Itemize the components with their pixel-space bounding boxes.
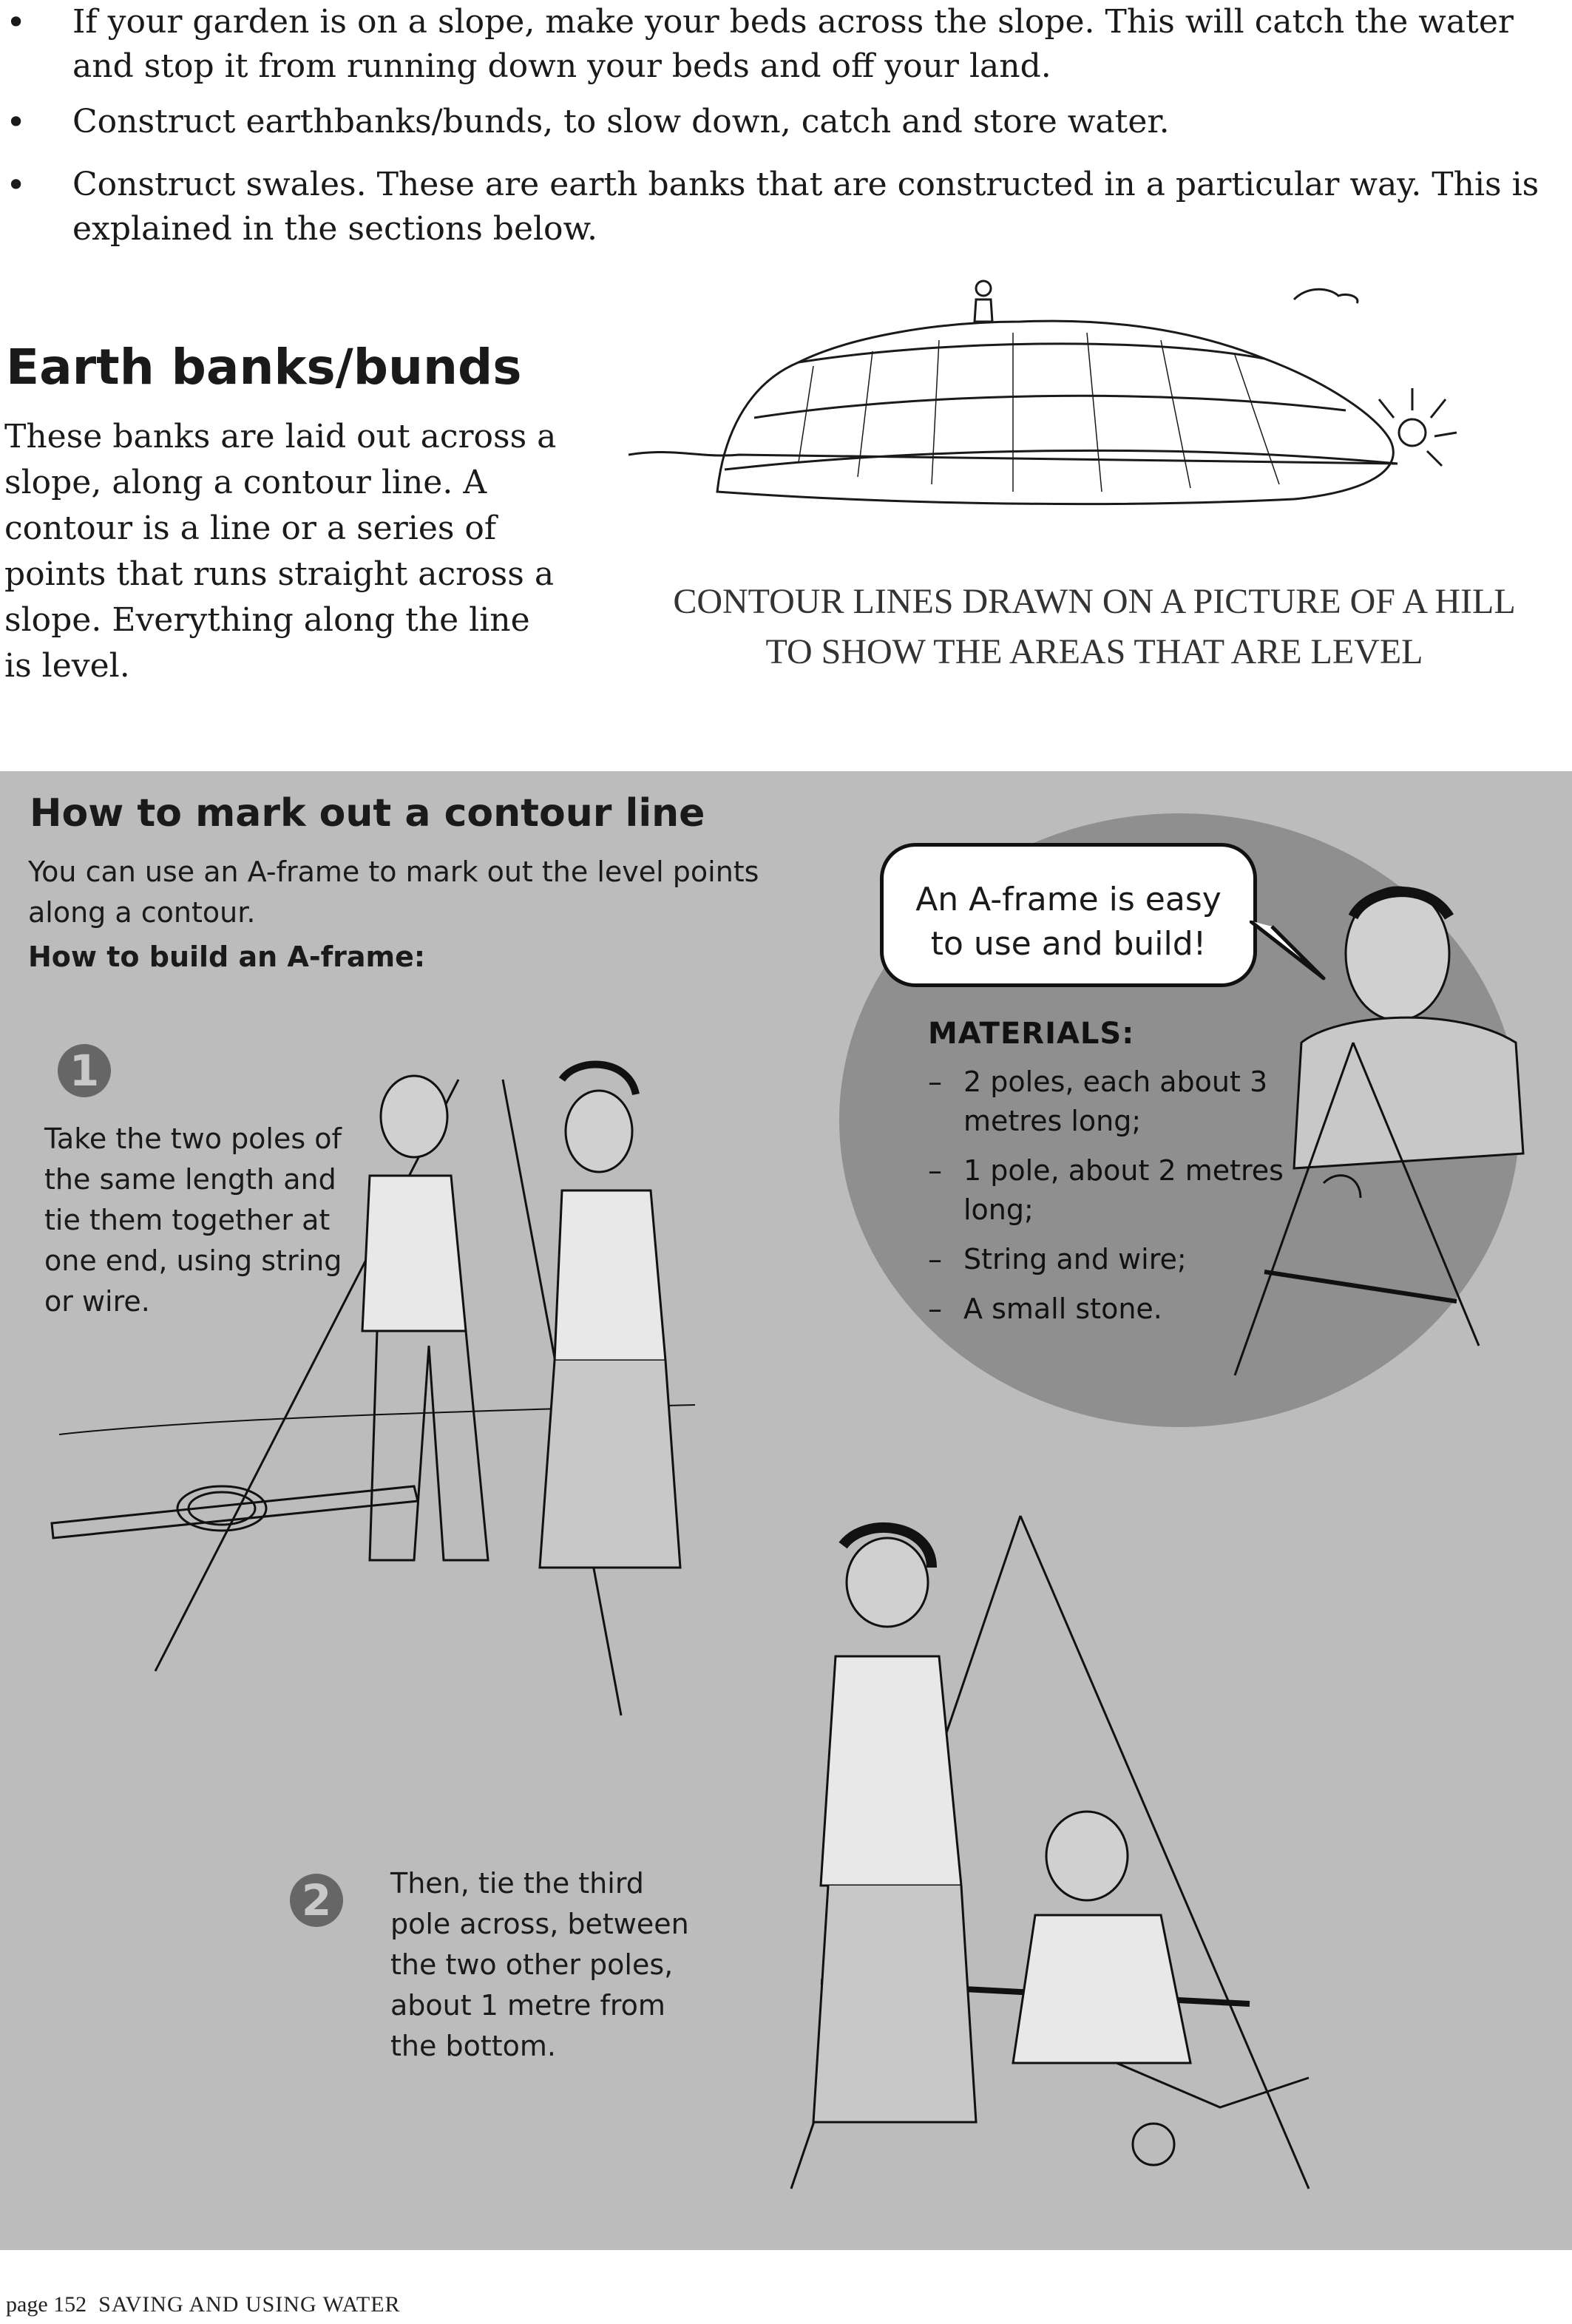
materials-list (928, 1063, 1312, 1329)
contour-intro: You can use an A-frame to mark out the level points along a contour. (28, 856, 759, 929)
materials-block (928, 1017, 1312, 1339)
step-2-text: Then, tie the third pole across, between the two other poles, about 1 metre from the bottom. (390, 1867, 689, 2062)
dash-marker: – (928, 1243, 942, 1276)
hill-caption (651, 577, 1538, 677)
page-number: page 152 (6, 2292, 87, 2317)
bullet-marker: • (6, 165, 27, 205)
how-to-build-label: How to build an A-frame: (28, 941, 426, 973)
materials-item (928, 1151, 1312, 1230)
step-2-badge: 2 (290, 1874, 343, 1927)
materials-item-text: 2 poles, each about 3 metres long; (963, 1066, 1268, 1137)
two-people-building-a-frame-illustration (702, 1501, 1353, 2203)
materials-item (928, 1063, 1312, 1141)
two-people-tying-poles-illustration (44, 1050, 710, 1730)
materials-item (928, 1240, 1312, 1279)
materials-title: MATERIALS: (928, 1017, 1135, 1051)
speech-bubble (880, 843, 1257, 987)
earth-banks-body: These banks are laid out across a slope, along a contour line. A contour is a line or a series of points that runs straight across a slope. Everything along the line is level. (4, 418, 557, 685)
materials-item-text: A small stone. (963, 1293, 1162, 1325)
bullet-marker: • (6, 102, 27, 142)
materials-item-text: String and wire; (963, 1243, 1187, 1276)
contour-hill-illustration (629, 270, 1531, 521)
materials-item-text: 1 pole, about 2 metres long; (963, 1154, 1284, 1226)
speech-line1: An A-frame is easy (915, 881, 1222, 918)
hill-caption-line1: CONTOUR LINES DRAWN ON A PICTURE OF A HILL (673, 582, 1516, 621)
dash-marker: – (928, 1154, 942, 1187)
hill-caption-line2: TO SHOW THE AREAS THAT ARE LEVEL (765, 632, 1423, 671)
bullet-text: If your garden is on a slope, make your beds across the slope. This will catch the water and stop it from running down your beds and off your land. (72, 3, 1514, 85)
dash-marker: – (928, 1293, 942, 1325)
step-1-text: Take the two poles of the same length and tie them together at one end, using string or wire. (44, 1122, 342, 1318)
materials-item (928, 1290, 1312, 1329)
contour-heading: How to mark out a contour line (30, 791, 705, 836)
dash-marker: – (928, 1066, 942, 1098)
earth-banks-heading: Earth banks/bunds (6, 339, 522, 396)
bullet-text: Construct earthbanks/bunds, to slow down, catch and store water. (72, 103, 1170, 140)
speech-line2: to use and build! (930, 925, 1207, 963)
bullet-text: Construct swales. These are earth banks that are constructed in a particular way. This is explained in the sections below. (72, 166, 1539, 248)
step-1-badge: 1 (58, 1044, 111, 1097)
page-footer (6, 2292, 401, 2317)
bullet-marker: • (6, 2, 27, 42)
section-title: SAVING AND USING WATER (98, 2292, 401, 2317)
